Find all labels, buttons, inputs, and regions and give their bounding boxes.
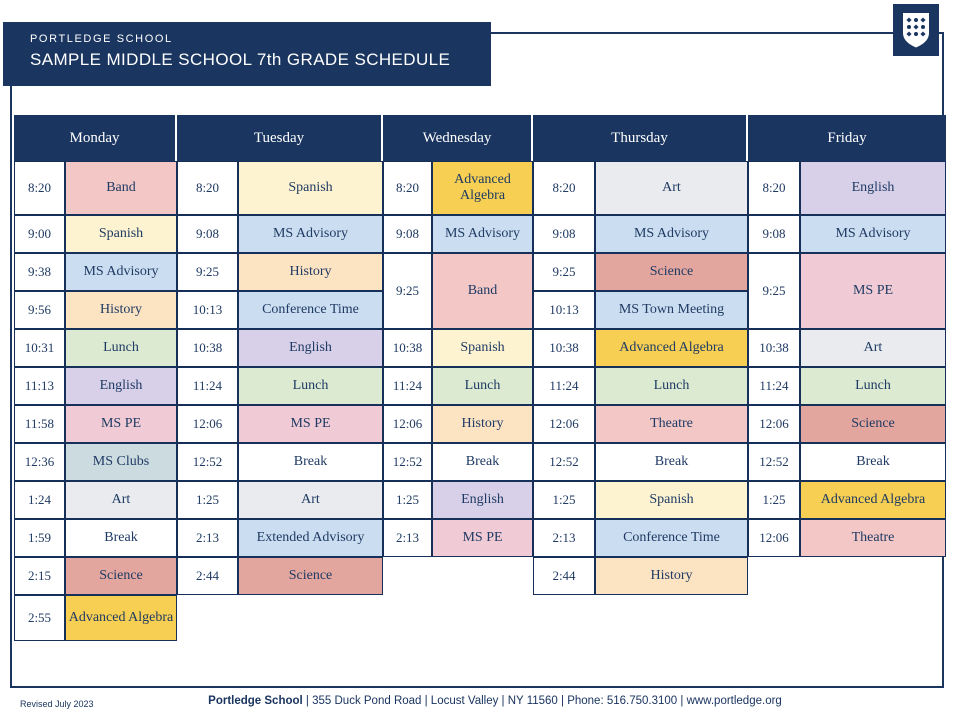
schedule-row xyxy=(533,215,748,253)
subject-cell: Lunch xyxy=(800,367,946,405)
subject-cell: Art xyxy=(800,329,946,367)
time-cell: 11:24 xyxy=(748,367,800,405)
time-cell: 12:06 xyxy=(383,405,432,443)
time-cell: 12:52 xyxy=(533,443,595,481)
day-header: Tuesday xyxy=(177,115,383,161)
subject-cell: MS Advisory xyxy=(595,215,748,253)
time-cell: 2:13 xyxy=(533,519,595,557)
time-cell: 2:13 xyxy=(177,519,238,557)
subject-cell: Science xyxy=(238,557,383,595)
time-cell: 2:15 xyxy=(14,557,65,595)
schedule-row xyxy=(533,291,748,329)
subject-cell: English xyxy=(65,367,177,405)
subject-cell: Advanced Algebra xyxy=(595,329,748,367)
time-cell: 8:20 xyxy=(748,161,800,215)
time-cell: 9:38 xyxy=(14,253,65,291)
time-cell: 10:31 xyxy=(14,329,65,367)
subject-cell: Theatre xyxy=(800,519,946,557)
subject-cell: Break xyxy=(595,443,748,481)
subject-cell: Art xyxy=(238,481,383,519)
schedule-row xyxy=(383,161,533,215)
subject-cell: MS Clubs xyxy=(65,443,177,481)
schedule-row xyxy=(14,481,177,519)
time-cell: 12:06 xyxy=(748,405,800,443)
schedule-row xyxy=(14,557,177,595)
schedule-row xyxy=(748,443,946,481)
time-cell: 10:38 xyxy=(383,329,432,367)
subject-cell: Theatre xyxy=(595,405,748,443)
time-cell: 12:52 xyxy=(177,443,238,481)
time-cell: 11:24 xyxy=(533,367,595,405)
schedule-row xyxy=(533,481,748,519)
subject-cell: Art xyxy=(595,161,748,215)
subject-cell: English xyxy=(238,329,383,367)
subject-cell: Band xyxy=(65,161,177,215)
time-cell: 10:13 xyxy=(177,291,238,329)
schedule-row xyxy=(177,557,383,595)
schedule-row xyxy=(383,443,533,481)
page-title: SAMPLE MIDDLE SCHOOL 7th GRADE SCHEDULE xyxy=(30,50,451,69)
schedule-row xyxy=(383,329,533,367)
schedule-row xyxy=(14,367,177,405)
subject-cell: MS Advisory xyxy=(65,253,177,291)
time-cell: 12:52 xyxy=(748,443,800,481)
schedule-row xyxy=(14,595,177,641)
time-cell: 11:58 xyxy=(14,405,65,443)
schedule-row xyxy=(533,161,748,215)
time-cell: 9:08 xyxy=(383,215,432,253)
schedule-table xyxy=(14,115,946,641)
schedule-row xyxy=(533,443,748,481)
subject-cell: MS Advisory xyxy=(800,215,946,253)
schedule-row xyxy=(14,329,177,367)
subject-cell: Art xyxy=(65,481,177,519)
subject-cell: MS Advisory xyxy=(238,215,383,253)
subject-cell: Band xyxy=(432,253,533,329)
schedule-row xyxy=(177,367,383,405)
subject-cell: Science xyxy=(595,253,748,291)
schedule-row xyxy=(14,161,177,215)
time-cell: 1:25 xyxy=(383,481,432,519)
time-cell: 1:59 xyxy=(14,519,65,557)
school-name: PORTLEDGE SCHOOL xyxy=(30,33,173,45)
time-cell: 12:06 xyxy=(748,519,800,557)
day-header: Wednesday xyxy=(383,115,533,161)
time-cell: 9:25 xyxy=(383,253,432,329)
footer-details: | 355 Duck Pond Road | Locust Valley | NY 11560 | Phone: 516.750.3100 | www.portledge.org xyxy=(302,695,782,707)
subject-cell: MS Town Meeting xyxy=(595,291,748,329)
schedule-row xyxy=(383,481,533,519)
subject-cell: English xyxy=(800,161,946,215)
time-cell: 2:13 xyxy=(383,519,432,557)
time-cell: 11:24 xyxy=(383,367,432,405)
time-cell: 12:36 xyxy=(14,443,65,481)
subject-cell: Extended Advisory xyxy=(238,519,383,557)
time-cell: 9:25 xyxy=(748,253,800,329)
schedule-row xyxy=(14,405,177,443)
time-cell: 8:20 xyxy=(383,161,432,215)
schedule-row xyxy=(533,557,748,595)
subject-cell: Advanced Algebra xyxy=(432,161,533,215)
footer-contact-info xyxy=(30,695,960,707)
subject-cell: Science xyxy=(800,405,946,443)
time-cell: 9:08 xyxy=(748,215,800,253)
schedule-row xyxy=(748,161,946,215)
schedule-row xyxy=(177,215,383,253)
schedule-row xyxy=(14,443,177,481)
schedule-row xyxy=(14,291,177,329)
schedule-row xyxy=(177,161,383,215)
schedule-row xyxy=(383,253,533,329)
schedule-row xyxy=(748,329,946,367)
day-header: Friday xyxy=(748,115,946,161)
subject-cell: MS PE xyxy=(800,253,946,329)
schedule-row xyxy=(533,367,748,405)
time-cell: 2:44 xyxy=(533,557,595,595)
subject-cell: English xyxy=(432,481,533,519)
subject-cell: Conference Time xyxy=(238,291,383,329)
day-header: Monday xyxy=(14,115,177,161)
day-column-tuesday xyxy=(177,115,383,641)
time-cell: 11:13 xyxy=(14,367,65,405)
subject-cell: Spanish xyxy=(65,215,177,253)
schedule-row xyxy=(177,519,383,557)
time-cell: 1:25 xyxy=(748,481,800,519)
time-cell: 2:55 xyxy=(14,595,65,641)
subject-cell: Spanish xyxy=(595,481,748,519)
schedule-row xyxy=(177,443,383,481)
revised-label: Revised July 2023 xyxy=(20,699,94,709)
subject-cell: Break xyxy=(65,519,177,557)
time-cell: 1:24 xyxy=(14,481,65,519)
schedule-row xyxy=(748,253,946,329)
time-cell: 11:24 xyxy=(177,367,238,405)
schedule-row xyxy=(383,519,533,557)
time-cell: 12:06 xyxy=(533,405,595,443)
day-column-friday xyxy=(748,115,946,641)
day-header: Thursday xyxy=(533,115,748,161)
schedule-row xyxy=(177,329,383,367)
day-column-wednesday xyxy=(383,115,533,641)
time-cell: 8:20 xyxy=(533,161,595,215)
schedule-row xyxy=(177,481,383,519)
subject-cell: Science xyxy=(65,557,177,595)
day-column-monday xyxy=(14,115,177,641)
subject-cell: Conference Time xyxy=(595,519,748,557)
time-cell: 1:25 xyxy=(533,481,595,519)
schedule-row xyxy=(533,329,748,367)
subject-cell: History xyxy=(65,291,177,329)
schedule-row xyxy=(383,215,533,253)
schedule-row xyxy=(533,405,748,443)
subject-cell: Lunch xyxy=(432,367,533,405)
portledge-shield-logo-icon xyxy=(893,4,939,56)
schedule-row xyxy=(177,253,383,291)
subject-cell: Advanced Algebra xyxy=(65,595,177,641)
time-cell: 12:06 xyxy=(177,405,238,443)
schedule-row xyxy=(383,367,533,405)
subject-cell: Advanced Algebra xyxy=(800,481,946,519)
schedule-row xyxy=(14,253,177,291)
subject-cell: MS PE xyxy=(238,405,383,443)
schedule-row xyxy=(533,519,748,557)
time-cell: 12:52 xyxy=(383,443,432,481)
subject-cell: History xyxy=(595,557,748,595)
subject-cell: Lunch xyxy=(65,329,177,367)
schedule-row xyxy=(748,367,946,405)
schedule-row xyxy=(177,405,383,443)
time-cell: 9:25 xyxy=(533,253,595,291)
schedule-row xyxy=(383,405,533,443)
subject-cell: MS PE xyxy=(432,519,533,557)
schedule-row xyxy=(177,291,383,329)
time-cell: 10:13 xyxy=(533,291,595,329)
subject-cell: Lunch xyxy=(595,367,748,405)
subject-cell: History xyxy=(432,405,533,443)
subject-cell: History xyxy=(238,253,383,291)
time-cell: 8:20 xyxy=(177,161,238,215)
subject-cell: MS PE xyxy=(65,405,177,443)
schedule-row xyxy=(14,519,177,557)
time-cell: 8:20 xyxy=(14,161,65,215)
subject-cell: Spanish xyxy=(432,329,533,367)
time-cell: 10:38 xyxy=(177,329,238,367)
subject-cell: Lunch xyxy=(238,367,383,405)
subject-cell: Break xyxy=(432,443,533,481)
subject-cell: Break xyxy=(238,443,383,481)
schedule-row xyxy=(748,405,946,443)
subject-cell: MS Advisory xyxy=(432,215,533,253)
subject-cell: Spanish xyxy=(238,161,383,215)
time-cell: 1:25 xyxy=(177,481,238,519)
schedule-row xyxy=(14,215,177,253)
time-cell: 10:38 xyxy=(748,329,800,367)
time-cell: 9:08 xyxy=(177,215,238,253)
time-cell: 10:38 xyxy=(533,329,595,367)
time-cell: 9:08 xyxy=(533,215,595,253)
day-column-thursday xyxy=(533,115,748,641)
time-cell: 9:00 xyxy=(14,215,65,253)
time-cell: 9:56 xyxy=(14,291,65,329)
page-footer xyxy=(0,695,960,707)
schedule-row xyxy=(748,519,946,557)
time-cell: 2:44 xyxy=(177,557,238,595)
footer-school-name: Portledge School xyxy=(208,695,303,707)
schedule-row xyxy=(748,215,946,253)
subject-cell: Break xyxy=(800,443,946,481)
header-banner xyxy=(3,22,491,86)
time-cell: 9:25 xyxy=(177,253,238,291)
schedule-row xyxy=(748,481,946,519)
schedule-row xyxy=(533,253,748,291)
